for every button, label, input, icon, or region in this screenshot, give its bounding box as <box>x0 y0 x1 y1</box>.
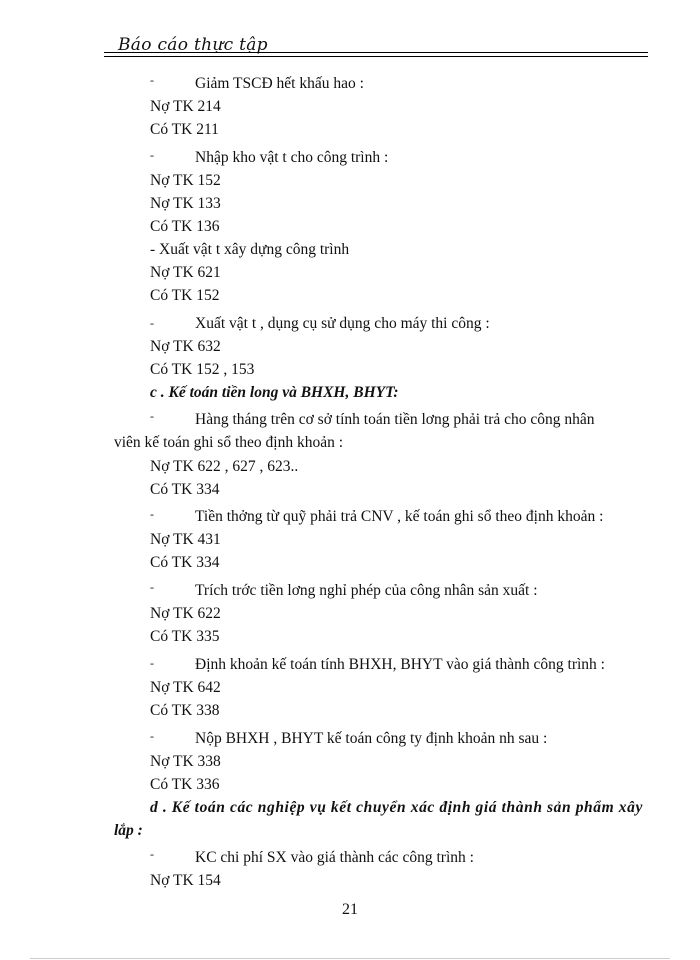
bullet-dash: - <box>150 316 154 330</box>
header-title: Báo cáo thực tập <box>118 35 268 55</box>
text-line: Định khoản kế toán tính BHXH, BHYT vào giá thành công trình : <box>195 656 605 673</box>
text-line: Tiền thởng từ quỹ phải trả CNV , kế toán ghi sổ theo định khoản : <box>195 508 604 525</box>
page-header <box>104 33 648 59</box>
bullet-dash: - <box>150 729 154 743</box>
text-line: Có TK 336 <box>150 776 220 793</box>
text-line: Nợ TK 133 <box>150 195 221 212</box>
text-line: Nợ TK 622 , 627 , 623.. <box>150 458 299 475</box>
text-line: Giảm TSCĐ hết khấu hao : <box>195 75 364 92</box>
text-line: Có TK 334 <box>150 554 220 571</box>
bullet-dash: - <box>150 507 154 521</box>
text-line: Có TK 335 <box>150 628 220 645</box>
text-line: - Xuất vật t xây dựng công trình <box>150 241 350 258</box>
text-line: Trích trớc tiền lơng nghỉ phép của công nhân sản xuất : <box>195 582 538 599</box>
bullet-dash: - <box>150 847 154 861</box>
text-line: Nợ TK 214 <box>150 98 221 115</box>
text-line: viên kế toán ghi sổ theo định khoản : <box>114 434 344 451</box>
text-line: Nợ TK 632 <box>150 338 221 355</box>
text-line: Hàng tháng trên cơ sở tính toán tiền lơng phải trả cho công nhân <box>195 411 595 428</box>
text-line: Có TK 152 , 153 <box>150 361 255 378</box>
text-line: Có TK 136 <box>150 218 220 235</box>
bullet-dash: - <box>150 148 154 162</box>
page-number: 21 <box>342 901 358 918</box>
text-line: Có TK 152 <box>150 287 220 304</box>
text-line: Nợ TK 621 <box>150 264 221 281</box>
section-heading-d: d . Kế toán các nghiệp vụ kết chuyển xác định giá thành sản phẩm xây <box>150 799 643 816</box>
text-line: Nợ TK 152 <box>150 172 221 189</box>
text-line: Xuất vật t , dụng cụ sử dụng cho máy thi công : <box>195 315 490 332</box>
text-line: Có TK 211 <box>150 121 219 138</box>
bottom-edge <box>30 958 670 959</box>
section-heading-c: c . Kế toán tiền long và BHXH, BHYT: <box>150 384 399 401</box>
text-line: Nợ TK 154 <box>150 872 221 889</box>
text-line: KC chi phí SX vào giá thành các công trình : <box>195 849 474 866</box>
text-line: Nợ TK 431 <box>150 531 221 548</box>
bullet-dash: - <box>150 409 154 423</box>
text-line: Nhập kho vật t cho công trình : <box>195 149 389 166</box>
bullet-dash: - <box>150 73 154 87</box>
text-line: Nộp BHXH , BHYT kế toán công ty định khoản nh sau : <box>195 730 548 747</box>
header-rule-thin <box>104 56 648 57</box>
text-line: Nợ TK 642 <box>150 679 221 696</box>
text-line: Có TK 334 <box>150 481 220 498</box>
header-rule-thick <box>104 52 648 53</box>
text-line: Có TK 338 <box>150 702 220 719</box>
bullet-dash: - <box>150 580 154 594</box>
text-line: Nợ TK 338 <box>150 753 221 770</box>
bullet-dash: - <box>150 656 154 670</box>
text-line: Nợ TK 622 <box>150 605 221 622</box>
section-heading-d-cont: lắp : <box>114 822 143 839</box>
